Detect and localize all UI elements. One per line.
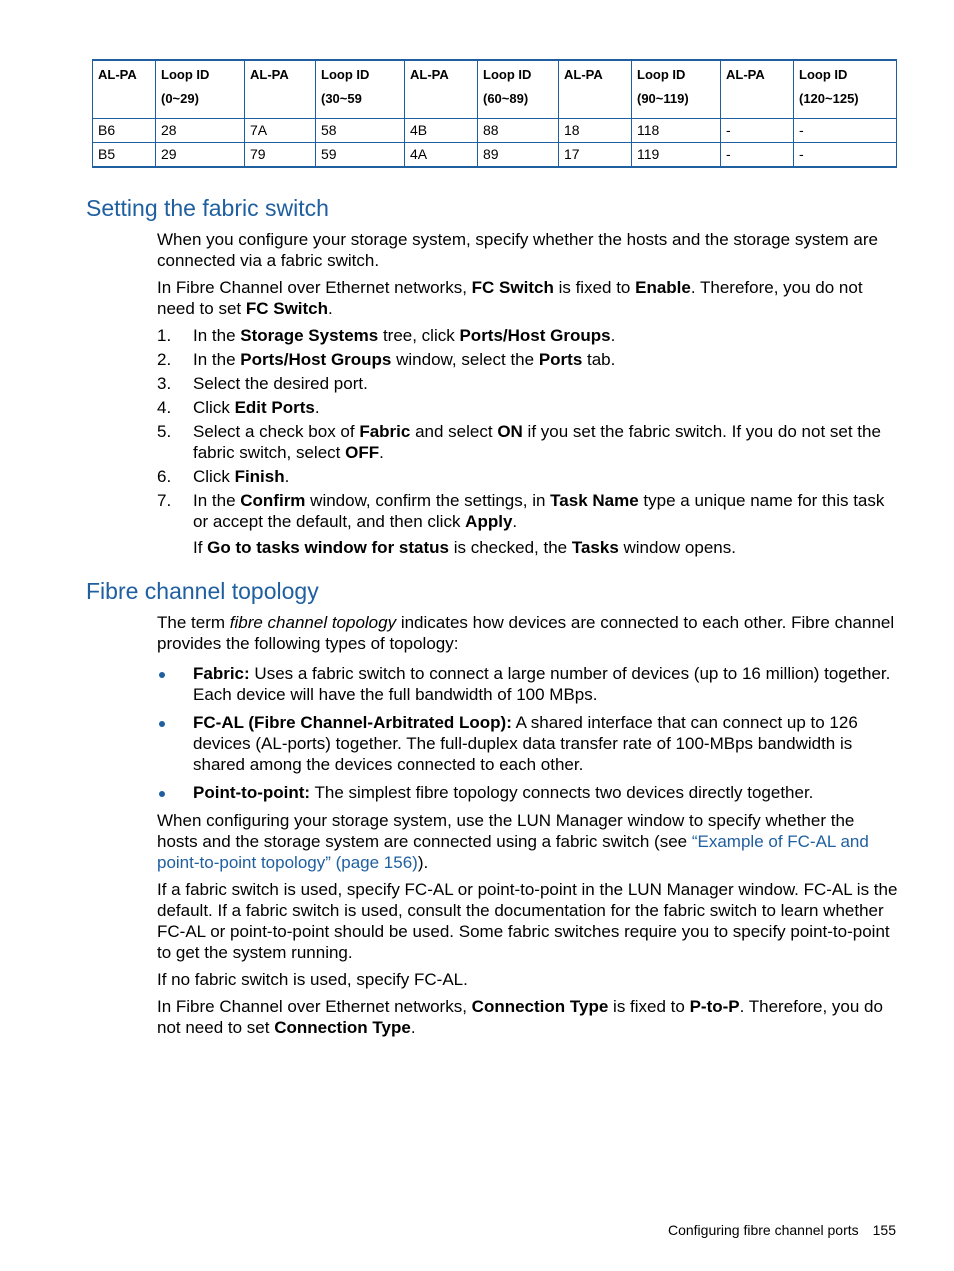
section-body-topology (157, 612, 899, 1044)
table-header-cell: AL-PA (405, 60, 478, 118)
list-item: Fabric: Uses a fabric switch to connect a large number of devices (up to 16 million) together. Each device will have the full bandwidth of 100 MBps. (157, 663, 899, 705)
table-cell: 4B (405, 118, 478, 142)
list-item: FC-AL (Fibre Channel-Arbitrated Loop): A shared interface that can connect up to 126 devices (AL-ports) together. The full-duplex data transfer rate of 100-MBps bandwidth is shared among the devices connected to each other. (157, 712, 899, 775)
page-footer (668, 1222, 896, 1238)
table-row (93, 142, 897, 167)
table-cell: 59 (316, 142, 405, 167)
cross-reference-link[interactable]: “Example of FC-AL and point-to-point topology” (page 156) (157, 832, 869, 872)
table-cell: - (794, 118, 897, 142)
steps-list (157, 325, 899, 532)
bullet-icon (159, 721, 165, 727)
section-body-fabric-switch (157, 229, 899, 564)
table-cell: B5 (93, 142, 156, 167)
list-item: 2. In the Ports/Host Groups window, select the Ports tab. (157, 350, 616, 369)
table-header-cell: Loop ID (0~29) (156, 60, 245, 118)
table-cell: 4A (405, 142, 478, 167)
paragraph: When you configure your storage system, specify whether the hosts and the storage system are connected via a fabric switch. (157, 230, 878, 270)
table-header-cell: Loop ID (90~119) (632, 60, 721, 118)
table-cell: 17 (559, 142, 632, 167)
paragraph: In Fibre Channel over Ethernet networks, FC Switch is fixed to Enable. Therefore, you do not need to set FC Switch. (157, 278, 863, 318)
table-cell: 79 (245, 142, 316, 167)
bullet-icon (159, 672, 165, 678)
table-cell: 29 (156, 142, 245, 167)
footer-title: Configuring fibre channel ports (667, 1222, 859, 1238)
table-cell: 118 (632, 118, 721, 142)
list-item: 7. In the Confirm window, confirm the settings, in Task Name type a unique name for this task or accept the default, and then click Apply. (157, 491, 885, 531)
step-note: If Go to tasks window for status is checked, the Tasks window opens. (193, 538, 736, 557)
paragraph: In Fibre Channel over Ethernet networks, Connection Type is fixed to P-to-P. Therefore, you do not need to set Connection Type. (157, 997, 883, 1037)
table-cell: 119 (632, 142, 721, 167)
table-header-cell: AL-PA (721, 60, 794, 118)
table-header-cell: Loop ID (60~89) (478, 60, 559, 118)
table-header-cell: Loop ID (120~125) (794, 60, 897, 118)
table-cell: 89 (478, 142, 559, 167)
al-pa-loop-id-table (92, 59, 897, 168)
table-header-cell: AL-PA (93, 60, 156, 118)
table-cell: 7A (245, 118, 316, 142)
list-item: 5. Select a check box of Fabric and select ON if you set the fabric switch. If you do not set the fabric switch, select OFF. (157, 422, 881, 462)
table-row (93, 118, 897, 142)
table-header-row (93, 60, 897, 118)
table-cell: 88 (478, 118, 559, 142)
table-cell: - (721, 142, 794, 167)
list-item: 1. In the Storage Systems tree, click Ports/Host Groups. (157, 326, 616, 345)
table-cell: 18 (559, 118, 632, 142)
list-item: 3. Select the desired port. (157, 374, 368, 393)
list-item: 6. Click Finish. (157, 467, 290, 486)
page-number: 155 (872, 1222, 896, 1238)
table-cell: 28 (156, 118, 245, 142)
table-header-cell: Loop ID (30~59 (316, 60, 405, 118)
list-item: Point-to-point: The simplest fibre topology connects two devices directly together. (157, 782, 899, 803)
paragraph: When configuring your storage system, use the LUN Manager window to specify whether the hosts and the storage system are connected using a fabric switch (see “Example of FC-AL and point-to-point topology” (page 156)). (157, 811, 869, 872)
table-header-cell: AL-PA (245, 60, 316, 118)
section-heading-fabric-switch: Setting the fabric switch (86, 195, 329, 221)
list-item: 4. Click Edit Ports. (157, 398, 320, 417)
topology-list (157, 663, 899, 803)
table-cell: 58 (316, 118, 405, 142)
paragraph: The term fibre channel topology indicates how devices are connected to each other. Fibre channel provides the following types of topology: (157, 613, 895, 653)
table-cell: - (721, 118, 794, 142)
bullet-icon (159, 791, 165, 797)
table-header-cell: AL-PA (559, 60, 632, 118)
paragraph: If a fabric switch is used, specify FC-AL or point-to-point in the LUN Manager window. FC-AL is the default. If a fabric switch is used, consult the documentation for the fabric switch to learn whether FC-AL or point-to-point should be used. Some fabric switches require you to specify point-to-point to get the system running. (157, 880, 898, 962)
paragraph: If no fabric switch is used, specify FC-AL. (157, 970, 468, 989)
table-cell: B6 (93, 118, 156, 142)
section-heading-fibre-channel-topology: Fibre channel topology (86, 578, 319, 604)
table-cell: - (794, 142, 897, 167)
